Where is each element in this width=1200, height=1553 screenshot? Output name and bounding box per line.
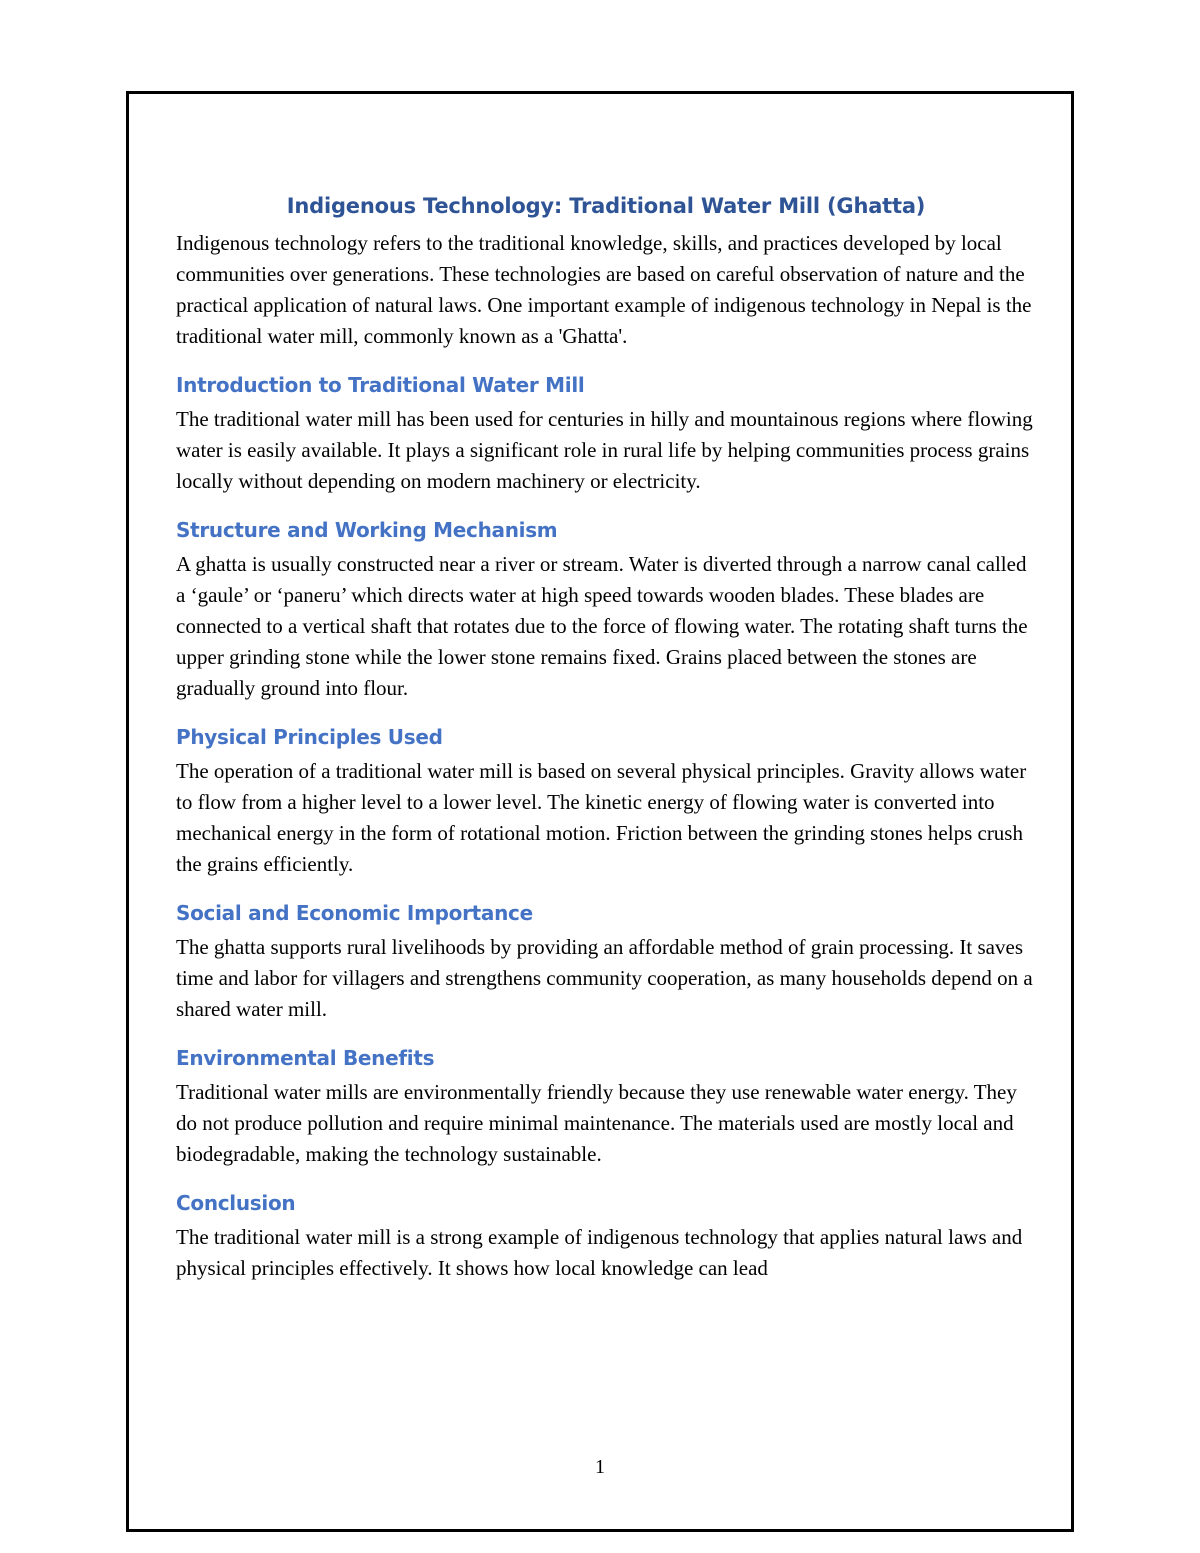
intro-paragraph: Indigenous technology refers to the traditional knowledge, skills, and practices developed by local communities over generations. These technologies are based on careful observation of nature and the practical application of natural laws. One important example of indigenous technology in Nepal is the traditional water mill, commonly known as a 'Ghatta'. <box>176 231 1032 348</box>
section-heading-conclusion: Conclusion <box>176 1191 296 1215</box>
section-heading-structure: Structure and Working Mechanism <box>176 518 558 542</box>
section-body-social-economic: The ghatta supports rural livelihoods by providing an affordable method of grain processing. It saves time and labor for villagers and strengthens community cooperation, as many households depend on a shared water mill. <box>176 935 1033 1021</box>
document-title: Indigenous Technology: Traditional Water Mill (Ghatta) <box>286 194 926 218</box>
document-content <box>176 190 1036 1284</box>
section-body-environmental: Traditional water mills are environmentally friendly because they use renewable water energy. They do not produce pollution and require minimal maintenance. The materials used are mostly local and biodegradable, making the technology sustainable. <box>176 1080 1017 1166</box>
section-body-structure: A ghatta is usually constructed near a river or stream. Water is diverted through a narrow canal called a ‘gaule’ or ‘paneru’ which directs water at high speed towards wooden blades. These blades are connected to a vertical shaft that rotates due to the force of flowing water. The rotating shaft turns the upper grinding stone while the lower stone remains fixed. Grains placed between the stones are gradually ground into flour. <box>176 552 1028 700</box>
section-body-conclusion: The traditional water mill is a strong example of indigenous technology that applies natural laws and physical principles effectively. It shows how local knowledge can lead <box>176 1225 1023 1280</box>
section-body-physical-principles: The operation of a traditional water mill is based on several physical principles. Gravity allows water to flow from a higher level to a lower level. The kinetic energy of flowing water is converted into mechanical energy in the form of rotational motion. Friction between the grinding stones helps crush the grains efficiently. <box>176 759 1027 876</box>
section-body-introduction: The traditional water mill has been used for centuries in hilly and mountainous regions where flowing water is easily available. It plays a significant role in rural life by helping communities process grains locally without depending on modern machinery or electricity. <box>176 407 1033 493</box>
section-heading-physical-principles: Physical Principles Used <box>176 725 443 749</box>
section-heading-social-economic: Social and Economic Importance <box>176 901 533 925</box>
section-heading-introduction: Introduction to Traditional Water Mill <box>176 373 585 397</box>
page-number: 1 <box>595 1456 605 1478</box>
section-heading-environmental: Environmental Benefits <box>176 1046 435 1070</box>
